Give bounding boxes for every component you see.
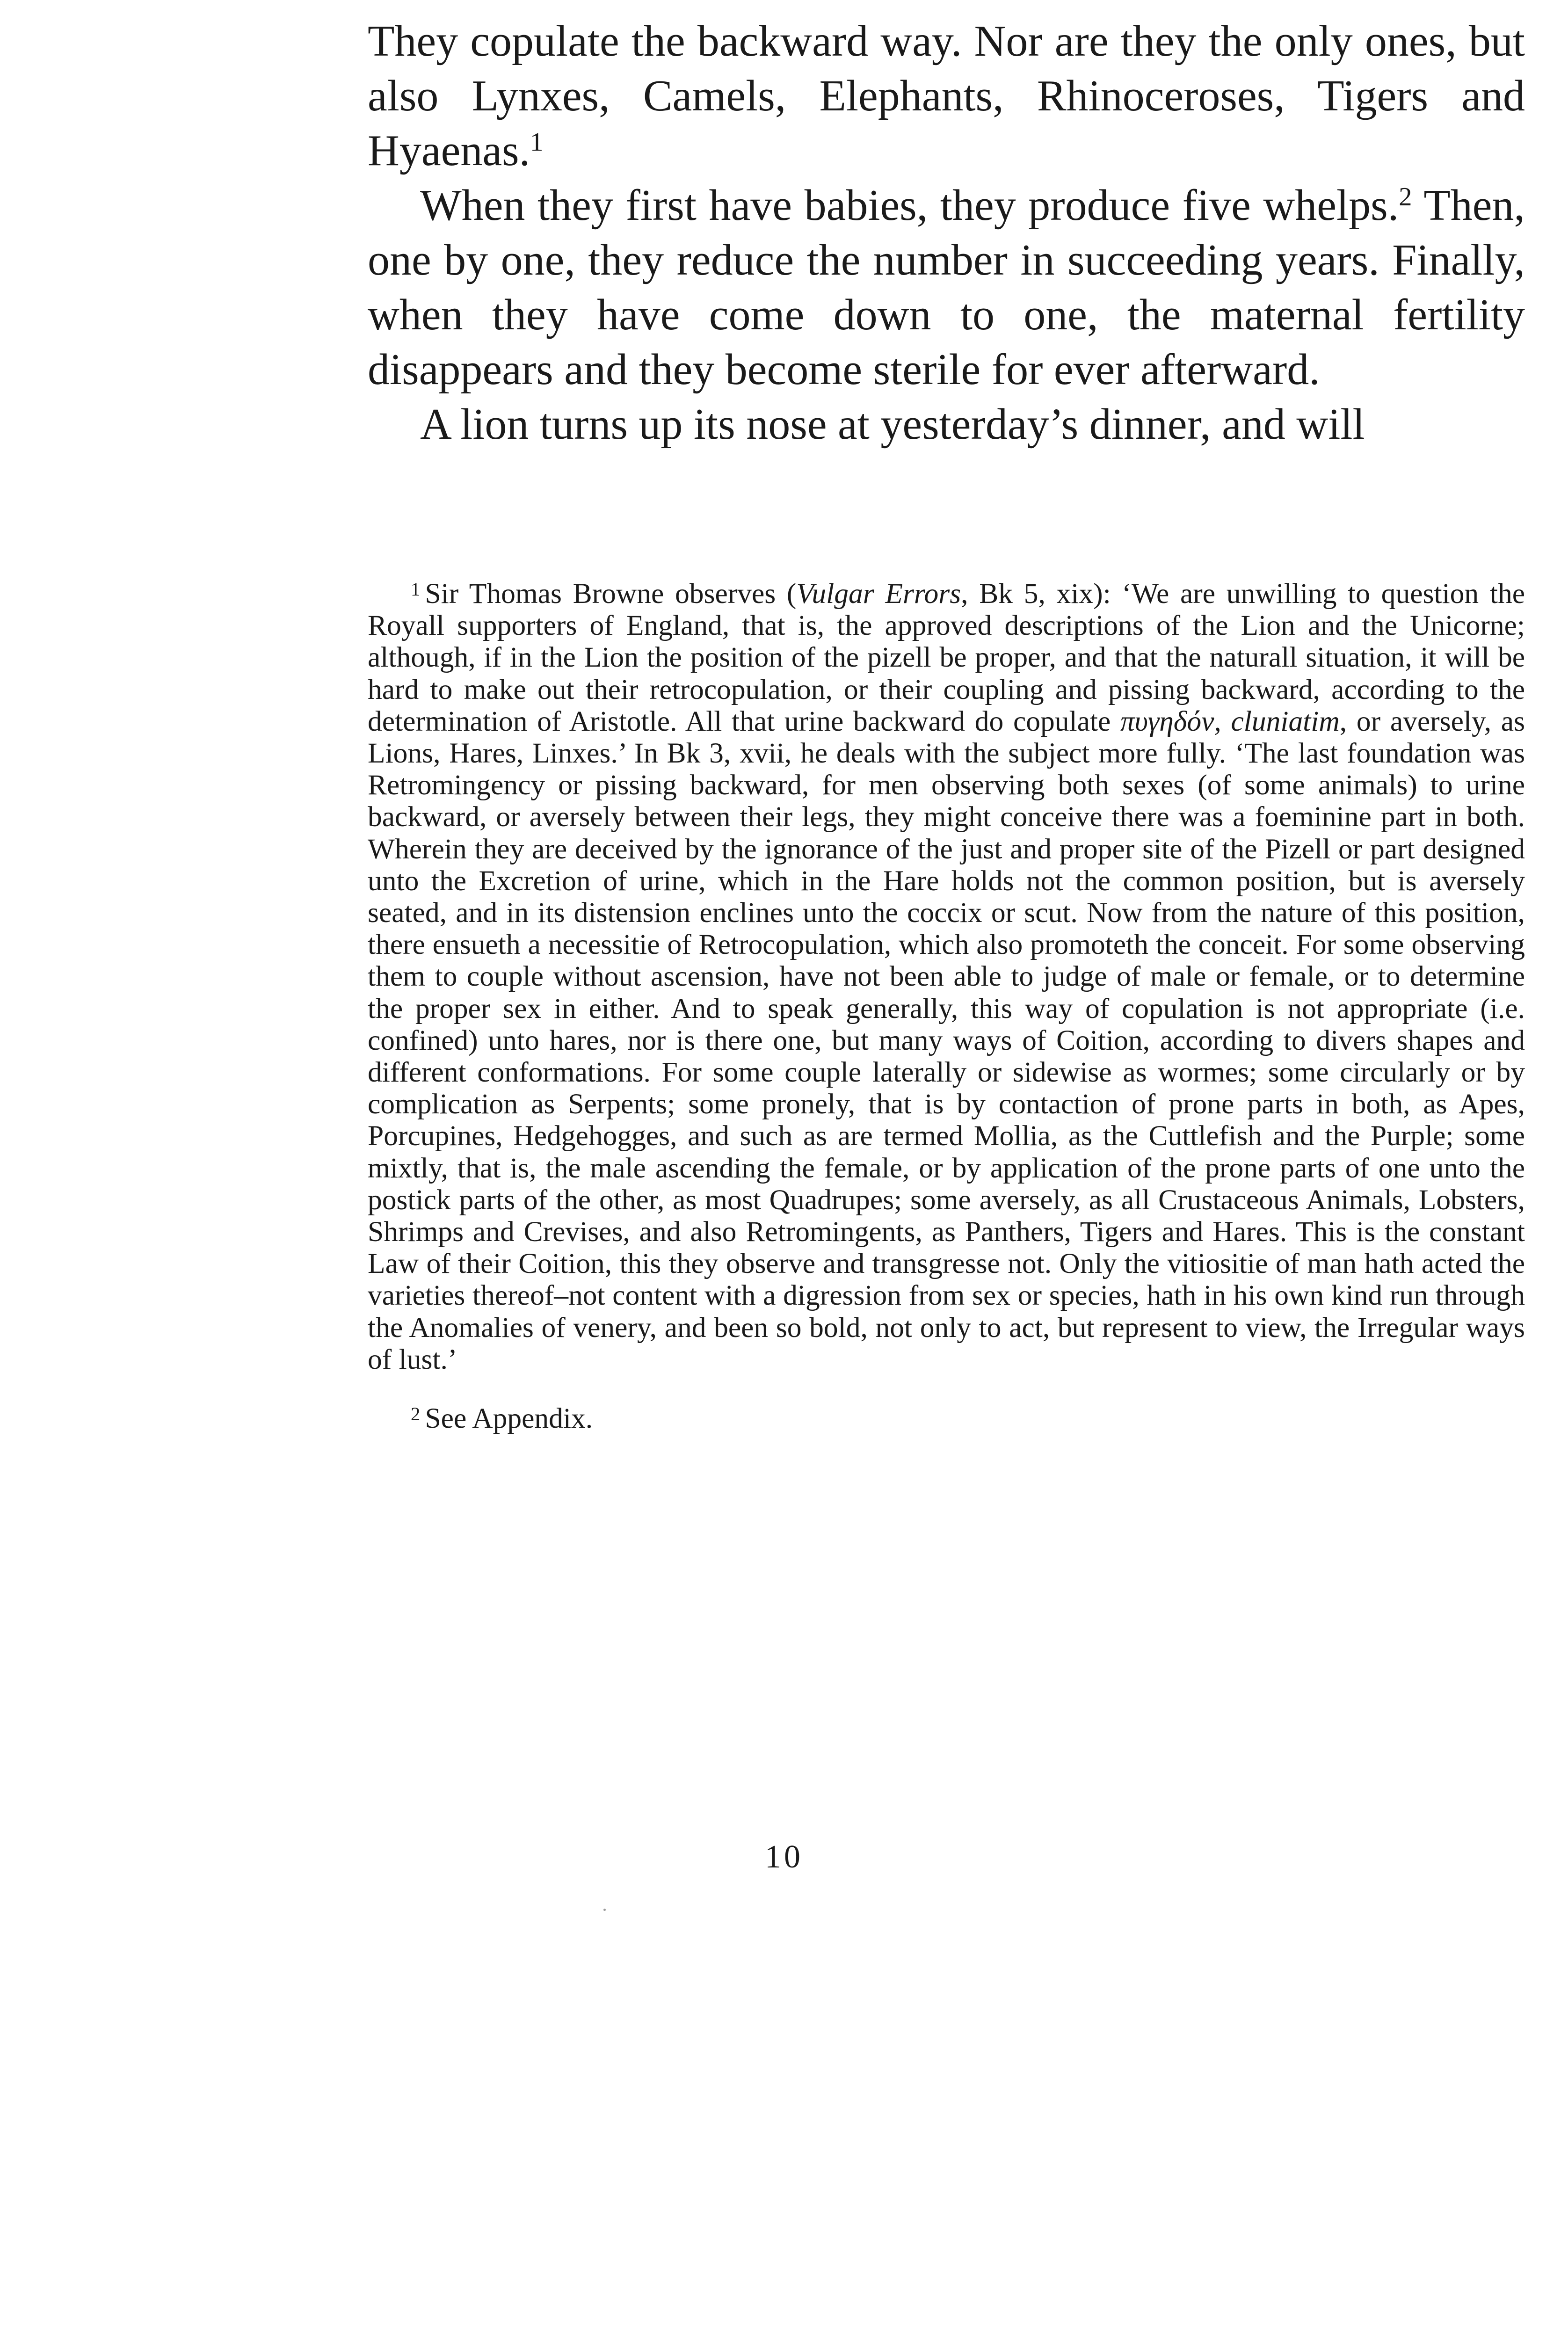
paragraph-2-continuation: Then, one by one, they reduce the number in succeeding years. Finally, when they have come down to one, the maternal fertility disappears and they become sterile for ever afterward.	[368, 181, 1525, 394]
paragraph-2	[368, 178, 1525, 397]
footnote-reference-2: 2	[1399, 182, 1412, 211]
footnote-1	[368, 578, 1525, 1375]
footnote-2-number: 2	[411, 1403, 421, 1424]
paper-speck	[603, 1909, 606, 1911]
footnote-1-number: 1	[411, 578, 421, 600]
paragraph-3-text: A lion turns up its nose at yesterday’s dinner, and will	[420, 400, 1365, 449]
main-text	[368, 14, 1525, 452]
footnote-1-text-a: , Bk 5, xix): ‘We are unwilling to question the Royall supporters of England, that is, the approved descriptions of the Lion and the Unicorne; although, if in the Lion the position of the pizell be proper, and that the naturall situation, it will be hard to make out their retrocopulation, or their coupling and pissing backward, according to the determination of Aristotle. All that urine backward do copulate	[368, 578, 1525, 737]
footnote-1-text-b: , or aversely, as Lions, Hares, Linxes.’ In Bk 3, xvii, he deals with the subject more fully. ‘The last foundation was Retromingency or pissing backward, for men observing both sexes (of some animals) to urine backward, or aversely between their legs, they might conceive there was a foeminine part in both. Wherein they are deceived by the ignorance of the just and proper site of the Pizell or part designed unto the Excretion of urine, which in the Hare holds not the common position, but is aversely seated, and in its distension enclines unto the coccix or scut. Now from the nature of this position, there ensueth a necessitie of Retrocopulation, which also promoteth the conceit. For some observing them to couple without ascension, have not been able to judge of male or female, or to determine the proper sex in either. And to speak generally, this way of copulation is not appropriate (i.e. confined) unto hares, nor is there one, but many ways of Coition, according to divers shapes and different conformations. For some couple laterally or sidewise as wormes; some circularly or by complication as Serpents; some pronely, that is by contaction of prone parts in both, as Apes, Porcupines, Hedgehogges, and such as are termed Mollia, as the Cuttlefish and the Purple; some mixtly, that is, the male ascending the female, or by application of the prone parts of one unto the postick parts of the other, as most Quadrupes; some aversely, as all Crustaceous Animals, Lobsters, Shrimps and Crevises, and also Retromingents, as Panthers, Tigers and Hares. This is the constant Law of their Coition, this they observe and transgresse not. Only the vitiositie of man hath acted the varieties thereof–not content with a digression from sex or species, hath in his own kind run through the Anomalies of venery, and been so bold, not only to act, but represent to view, the Irregular ways of lust.’	[368, 705, 1525, 1375]
paragraph-1-text: They copulate the backward way. Nor are they the only ones, but also Lynxes, Camels, Elephants, Rhinoceroses, Tigers and Hyaenas.	[368, 17, 1525, 175]
footnote-1-intro: Sir Thomas Browne observes (	[425, 578, 797, 610]
page-number: 10	[765, 1839, 803, 1875]
footnotes	[368, 578, 1525, 1434]
footnote-2	[368, 1402, 1525, 1434]
footnote-2-text: See Appendix.	[425, 1402, 593, 1435]
footnote-1-title: Vulgar Errors	[796, 578, 961, 610]
paragraph-2-text: When they first have babies, they produce five whelps.	[420, 181, 1399, 230]
footnote-1-greek-term: πυγηδόν	[1120, 705, 1214, 737]
footnote-reference-1: 1	[530, 127, 544, 157]
footnote-1-separator: ,	[1214, 705, 1231, 737]
paragraph-3	[368, 397, 1525, 452]
paragraph-1	[368, 14, 1525, 178]
footnote-1-latin-term: cluniatim	[1231, 705, 1340, 737]
